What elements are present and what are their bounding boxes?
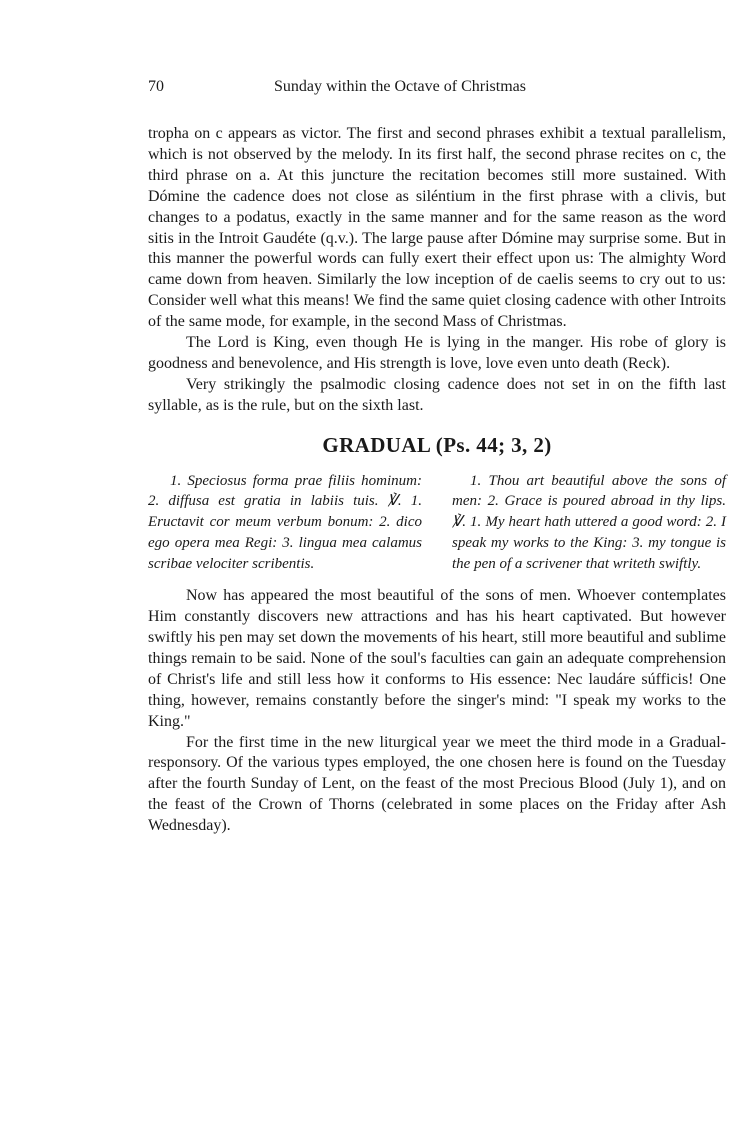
body-paragraph: Very strikingly the psalmodic closing cadence does not set in on the fifth last syllable, as is the rule, but on the sixth last. [148, 375, 726, 414]
body-paragraph: tropha on c appears as victor. The first and second phrases exhibit a textual parallelism, which is not observed by the melody. In its first half, the second phrase recites on c, the third phrase on a. At this juncture the recitation becomes still more sustained. With Dómine the cadence does not close as siléntium in the first phrase with a clivis, but changes to a podatus, exactly in the same manner and for the same reason as the word sitis in the Introit Gaudéte (q.v.). The large pause after Dómine may surprise some. But in this manner the powerful words can fully exert their effect upon us: The almighty Word came down from heaven. Similarly the low inception of de caelis seems to cry out to us: Consider well what this means! We find the same quiet closing cadence with other Introits of the same mode, for example, in the second Mass of Christmas. [148, 125, 726, 331]
body-paragraph: For the first time in the new liturgical year we meet the third mode in a Gradual-responsory. Of the various types employed, the one chosen here is found on the Tuesday after the fourth Sunday of Lent, on the feast of the most Precious Blood (July 1), and on the feast of the Crown of Thorns (celebrated in some places on the Friday after Ash Wednesday). [148, 733, 726, 835]
gradual-texts [148, 471, 726, 575]
latin-text: 1. Speciosus forma prae filiis hominum: 2. diffusa est gratia in labiis tuis. ℣. 1. Eructavit cor meum verbum bonum: 2. dico ego opera mea Regi: 3. lingua mea calamus scribae velociter scribentis. [148, 472, 422, 572]
running-title: Sunday within the Octave of Christmas [274, 78, 526, 95]
english-text: 1. Thou art beautiful above the sons of men: 2. Grace is poured abroad in thy lips. ℣. 1. My heart hath uttered a good word: 2. I speak my works to the King: 3. my tongue is the pen of a scrivener that writeth swiftly. [452, 472, 726, 572]
page-number: 70 [148, 78, 164, 95]
latin-column [148, 471, 422, 575]
section-heading: GRADUAL (Ps. 44; 3, 2) [322, 432, 552, 457]
main-text [148, 124, 726, 837]
english-column [452, 471, 726, 575]
body-paragraph: Now has appeared the most beautiful of the sons of men. Whoever contemplates Him constantly discovers new attractions and has his heart captivated. But however swiftly his pen may set down the movements of his heart, still more beautiful and sublime things remain to be said. None of the soul's faculties can gain an adequate comprehension of Christ's life and still less how it conforms to His essence: Nec laudáre súfficis! One thing, however, remains constantly before the singer's mind: "I speak my works to the King." [148, 587, 726, 730]
body-paragraph: The Lord is King, even though He is lying in the manger. His robe of glory is goodness and benevolence, and His strength is love, love even unto death (Reck). [148, 334, 726, 372]
